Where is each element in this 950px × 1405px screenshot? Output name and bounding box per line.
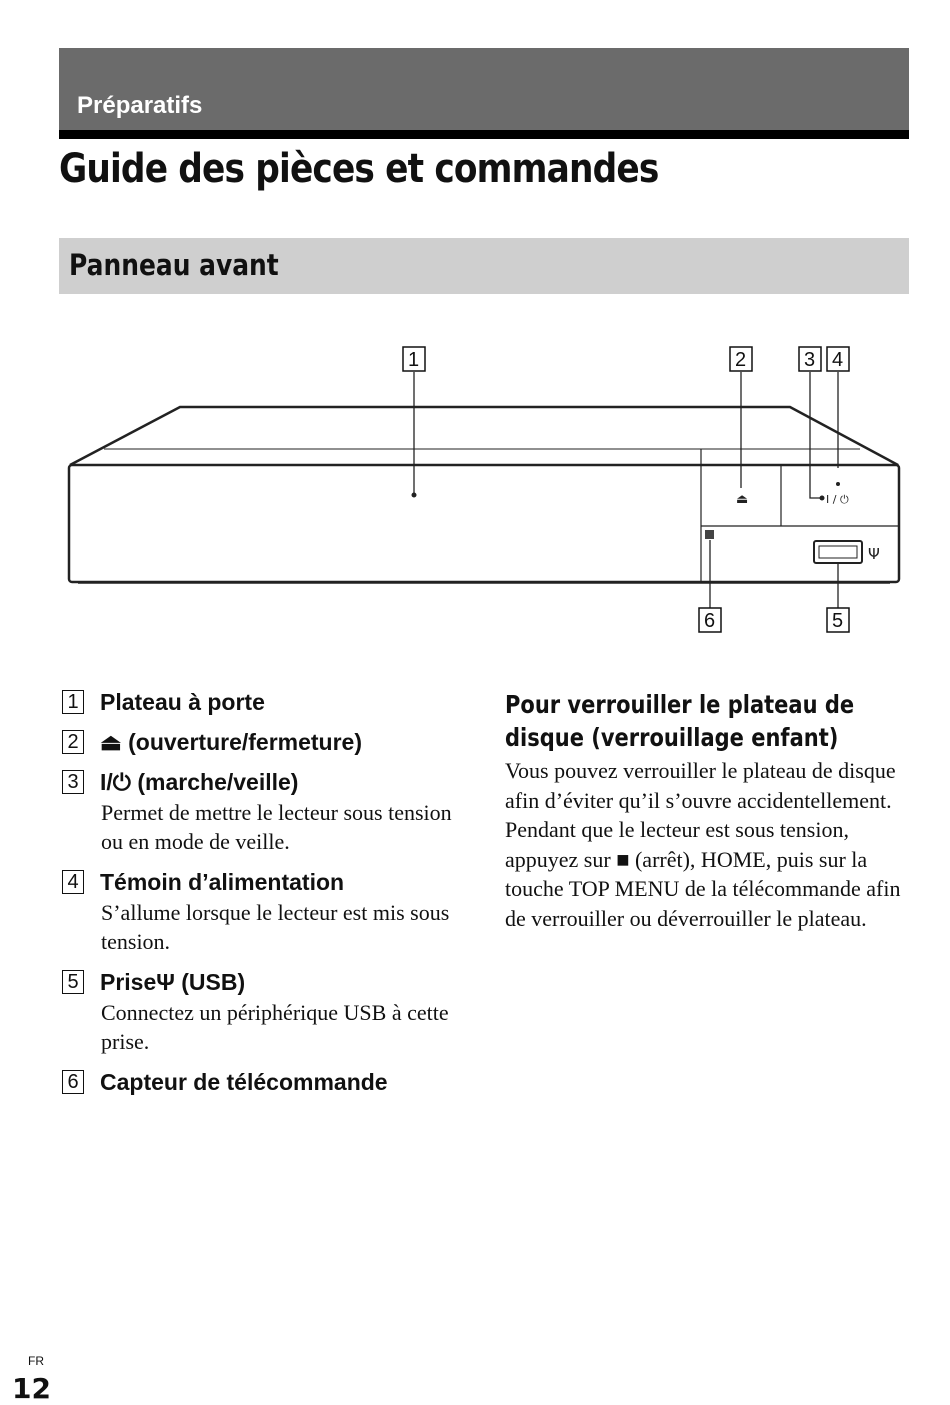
player-top-outline: [70, 407, 898, 465]
child-lock-title: Pour verrouiller le plateau de disque (verrouillage enfant): [505, 690, 855, 752]
part-number: 4: [62, 870, 84, 894]
remote-sensor: [705, 530, 714, 539]
part-title: (marche/veille): [130, 768, 299, 795]
callout-2: 2: [735, 349, 747, 371]
part-number: 3: [62, 770, 84, 794]
part-number: 2: [62, 730, 84, 754]
child-lock-text: (arrêt), HOME, puis sur la touche TOP MENU de la télécommande afin de verrouiller ou déverrouiller le plateau.: [505, 846, 901, 931]
player-front-outline: [69, 465, 899, 582]
part-item: [62, 1068, 462, 1096]
callout-1: 1: [408, 349, 420, 371]
part-item: [62, 968, 462, 1056]
part-item: [62, 728, 462, 756]
callout-5: 5: [832, 610, 844, 632]
callout-4: 4: [832, 349, 844, 371]
part-title: (ouverture/fermeture): [121, 728, 363, 755]
usb-icon: Ψ: [156, 968, 175, 995]
part-title: Prise: [100, 968, 157, 995]
subsection-title: Panneau avant: [69, 248, 279, 282]
eject-icon: ⏏: [100, 728, 122, 755]
part-item: [62, 868, 462, 956]
part-description: Permet de mettre le lecteur sous tension ou en mode de veille.: [101, 800, 452, 854]
page-number: 12: [12, 1372, 51, 1405]
part-description: S’allume lorsque le lecteur est mis sous tension.: [101, 900, 450, 954]
part-title-suffix: (USB): [174, 968, 246, 995]
section-label: Préparatifs: [77, 92, 203, 119]
child-lock-section: [505, 688, 910, 933]
section-header-bar: [59, 48, 909, 139]
part-number: 5: [62, 970, 84, 994]
part-title: Témoin d’alimentation: [100, 868, 345, 895]
parts-list: [62, 688, 462, 1108]
child-lock-paragraph-1: Vous pouvez verrouiller le plateau de disque afin d’éviter qu’il s’ouvre accidentellement.: [505, 758, 896, 813]
child-lock-body: [505, 756, 910, 933]
subsection-bar: [59, 238, 909, 294]
child-lock-paragraph-2: [505, 815, 910, 933]
part-number: 1: [62, 690, 84, 714]
part-description: Connectez un périphérique USB à cette prise.: [101, 1000, 449, 1054]
child-lock-text: Pendant que le lecteur est sous tension, appuyez sur: [505, 817, 849, 872]
callout-3: 3: [804, 349, 816, 371]
page-title: Guide des pièces et commandes: [59, 146, 659, 192]
eject-icon: ⏏: [736, 492, 749, 507]
stop-icon: ■: [616, 846, 630, 872]
part-item: [62, 688, 462, 716]
usb-port: [814, 541, 862, 563]
callout-6: 6: [704, 610, 716, 632]
power-icon: I / ⏻: [826, 493, 849, 506]
part-item: [62, 768, 462, 856]
usb-icon: Ψ: [868, 545, 880, 563]
power-icon: I/⏻: [100, 768, 131, 795]
part-title: Capteur de télécommande: [100, 1068, 388, 1095]
front-panel-diagram: [0, 330, 950, 650]
part-title: Plateau à porte: [100, 688, 265, 715]
part-number: 6: [62, 1070, 84, 1094]
language-tag: FR: [28, 1354, 44, 1368]
